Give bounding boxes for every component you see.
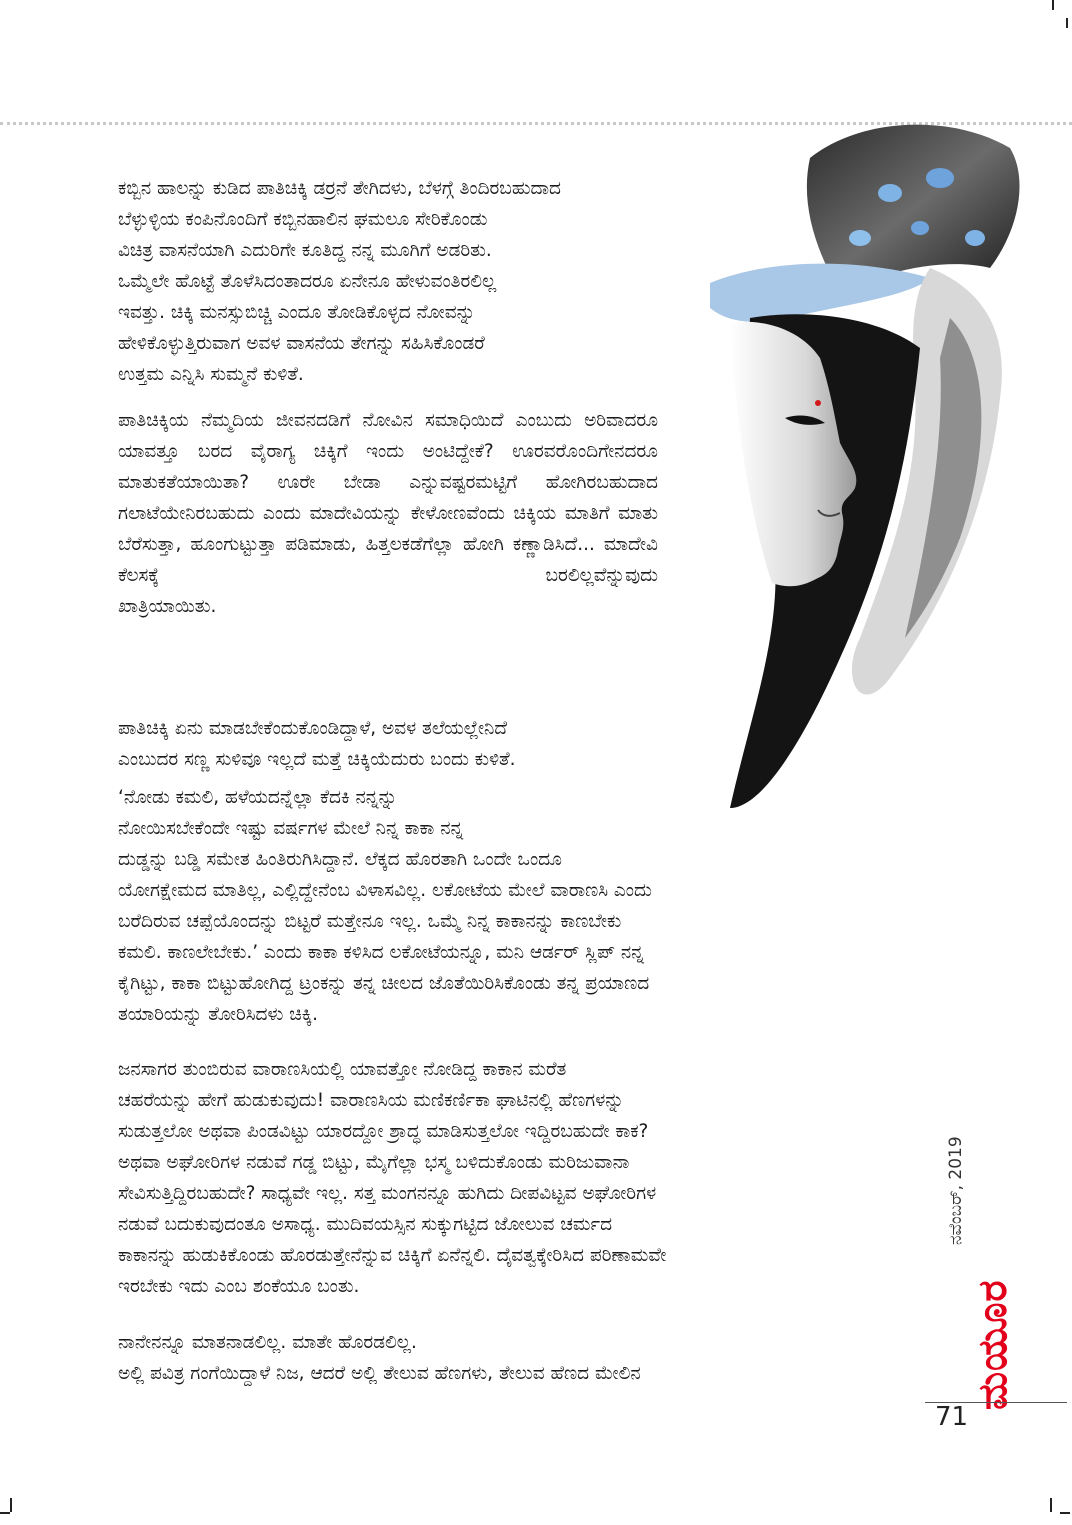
story-paragraph: ಅಲ್ಲಿ ಪವಿತ್ರ ಗಂಗೆಯಿದ್ದಾಳೆ ನಿಜ, ಆದರೆ ಅಲ್ಲಿ ತೇಲುವ ಹೆಣಗಳು, ತೇಲುವ ಹೆಣದ ಮೇಲಿನ [118,1363,641,1384]
story-paragraph: ಪಾತಿಚಿಕ್ಕಿ ಏನು ಮಾಡಬೇಕೆಂದುಕೊಂಡಿದ್ದಾಳೆ, ಅವಳ ತಲೆಯಲ್ಲೇನಿದೆ ಎಂಬುದರ ಸಣ್ಣ ಸುಳಿವೂ ಇಲ್ಲದೆ ಮತ್ತೆ ಚಿಕ್ಕಿಯೆದುರು ಬಂದು ಕುಳಿತೆ. [118,718,516,770]
issue-date: ನವೆಂಬರ್, 2019 [946,1136,966,1245]
crop-mark [1052,0,1054,10]
story-paragraph: ನಾನೇನನ್ನೂ ಮಾತನಾಡಲಿಲ್ಲ. ಮಾತೇ ಹೊರಡಲಿಲ್ಲ. [118,1332,417,1353]
story-paragraph: ‘ನೋಡು ಕಮಲಿ, ಹಳೆಯದನ್ನೆಲ್ಲಾ ಕೆದಕಿ ನನ್ನನ್ನು ನೋಯಿಸಬೇಕೆಂದೇ ಇಷ್ಟು ವರ್ಷಗಳ ಮೇಲೆ ನಿನ್ನ ಕಾಕಾ ನನ್ನ ದುಡ್ಡನ್ನು ಬಡ್ಡಿ ಸಮೇತ ಹಿಂತಿರುಗಿಸಿದ್ದಾನೆ. ಲೆಕ್ಕದ ಹೊರತಾಗಿ ಒಂದೇ ಒಂದೂ ಯೋಗಕ್ಷೇಮದ ಮಾತಿಲ್ಲ, ಎಲ್ಲಿದ್ದೇನೆಂಬ ವಿಳಾಸವಿಲ್ಲ. ಲಕೋಟೆಯ ಮೇಲೆ ವಾರಾಣಸಿ ಎಂದು ಬರೆದಿರುವ ಚಪ್ಪೆಯೊಂದನ್ನು ಬಿಟ್ಟರೆ ಮತ್ತೇನೂ ಇಲ್ಲ. ಒಮ್ಮೆ ನಿನ್ನ ಕಾಕಾನನ್ನು ಕಾಣಬೇಕು ಕಮಲಿ. ಕಾಣಲೇಬೇಕು.’ ಎಂದು ಕಾಕಾ ಕಳಿಸಿದ ಲಕೋಟೆಯನ್ನೂ, ಮನಿ ಆರ್ಡರ್ ಸ್ಲಿಪ್ ನನ್ನ ಕೈಗಿಟ್ಟು, ಕಾಕಾ ಬಿಟ್ಟುಹೋಗಿದ್ದ ಟ್ರಂಕನ್ನು ತನ್ನ ಚೀಲದ ಜೊತೆಯಿರಿಸಿಕೊಂಡು ತನ್ನ ಪ್ರಯಾಣದ ತಯಾರಿಯನ್ನು ತೋರಿಸಿದಳು ಚಿಕ್ಕಿ. [118,787,652,1025]
page-number: 71 [935,1402,969,1432]
story-paragraph: ಜನಸಾಗರ ತುಂಬಿರುವ ವಾರಾಣಸಿಯಲ್ಲಿ ಯಾವತ್ತೋ ನೋಡಿದ್ದ ಕಾಕಾನ ಮರೆತ ಚಹರೆಯನ್ನು ಹೇಗೆ ಹುಡುಕುವುದು! ವಾರಾಣಸಿಯ ಮಣಿಕರ್ಣಿಕಾ ಘಾಟಿನಲ್ಲಿ ಹೆಣಗಳನ್ನು ಸುಡುತ್ತಲೋ ಅಥವಾ ಪಿಂಡವಿಟ್ಟು ಯಾರದ್ದೋ ಶ್ರಾದ್ಧ ಮಾಡಿಸುತ್ತಲೋ ಇದ್ದಿರಬಹುದೇ ಕಾಕ? ಅಥವಾ ಅಘೋರಿಗಳ ನಡುವೆ ಗಡ್ಡ ಬಿಟ್ಟು, ಮೈಗೆಲ್ಲಾ ಭಸ್ಮ ಬಳಿದುಕೊಂಡು ಮರಿಜುವಾನಾ ಸೇವಿಸುತ್ತಿದ್ದಿರಬಹುದೇ? ಸಾಧ್ಯವೇ ಇಲ್ಲ. ಸತ್ತ ಮಂಗನನ್ನೂ ಹುಗಿದು ದೀಪವಿಟ್ಟವ ಅಘೋರಿಗಳ ನಡುವೆ ಬದುಕುವುದಂತೂ ಅಸಾಧ್ಯ. ಮುದಿವಯಸ್ಸಿನ ಸುಕ್ಕುಗಟ್ಟಿದ ಜೋಲುವ ಚರ್ಮದ ಕಾಕಾನನ್ನು ಹುಡುಕಿಕೊಂಡು ಹೊರಡುತ್ತೇನೆನ್ನುವ ಚಿಕ್ಕಿಗೆ ಏನೆನ್ನಲಿ. ದೈವತ್ವಕ್ಕೇರಿಸಿದ ಪರಿಣಾಮವೇ ಇರಬೇಕು ಇದು ಎಂಬ ಶಂಕೆಯೂ ಬಂತು. [118,1059,667,1297]
crop-mark [1060,1512,1070,1514]
story-paragraph [118,405,658,622]
story-paragraph: ಕಬ್ಬಿನ ಹಾಲನ್ನು ಕುಡಿದ ಪಾತಿಚಿಕ್ಕಿ ಡರ್ರನೆ ತೇಗಿದಳು, ಬೆಳಗ್ಗೆ ತಿಂದಿರಬಹುದಾದ ಬೆಳ್ಳುಳ್ಳಿಯ ಕಂಪಿನೊಂದಿಗೆ ಕಬ್ಬಿನಹಾಲಿನ ಘಮಲೂ ಸೇರಿಕೊಂಡು ವಿಚಿತ್ರ ವಾಸನೆಯಾಗಿ ಎದುರಿಗೇ ಕೂತಿದ್ದ ನನ್ನ ಮೂಗಿಗೆ ಅಡರಿತು. ಒಮ್ಮೆಲೇ ಹೊಟ್ಟೆ ತೊಳೆಸಿದಂತಾದರೂ ಏನೇನೂ ಹೇಳುವಂತಿರಲಿಲ್ಲ ಇವತ್ತು. ಚಿಕ್ಕಿ ಮನಸ್ಸುಬಿಚ್ಚಿ ಎಂದೂ ತೋಡಿಕೊಳ್ಳದ ನೋವನ್ನು ಹೇಳಿಕೊಳ್ಳುತ್ತಿರುವಾಗ ಅವಳ ವಾಸನೆಯ ತೇಗನ್ನು ಸಹಿಸಿಕೊಂಡರೆ ಉತ್ತಮ ಎನ್ನಿಸಿ ಸುಮ್ಮನೆ ಕುಳಿತೆ. [118,178,561,385]
crop-mark [1066,18,1068,28]
magazine-logo: ಮಯೂರ [970,1279,1016,1410]
story-paragraph-last-line: ಖಾತ್ರಿಯಾಯಿತು. [118,596,217,617]
crop-mark [0,1512,10,1514]
crop-mark [1050,1498,1052,1512]
crop-mark [10,1498,12,1512]
story-paragraph-text: ಪಾತಿಚಿಕ್ಕಿಯ ನೆಮ್ಮದಿಯ ಜೀವನದಡಿಗೆ ನೋವಿನ ಸಮಾಧಿಯಿದೆ ಎಂಬುದು ಅರಿವಾದರೂ ಯಾವತ್ತೂ ಬರದ ವೈರಾಗ್ಯ ಚಿಕ್ಕಿಗೆ ಇಂದು ಅಂಟಿದ್ದೇಕೆ? ಊರವರೊಂದಿಗೇನದರೂ ಮಾತುಕತೆಯಾಯಿತಾ? ಊರೇ ಬೇಡಾ ಎನ್ನುವಷ್ಟರಮಟ್ಟಿಗೆ ಹೋಗಿರಬಹುದಾದ ಗಲಾಟೆಯೇನಿರಬಹುದು ಎಂದು ಮಾದೇವಿಯನ್ನು ಕೇಳೋಣವೆಂದು ಚಿಕ್ಕಿಯ ಮಾತಿಗೆ ಮಾತು ಬೆರೆಸುತ್ತಾ, ಹೂಂಗುಟ್ಟುತ್ತಾ ಪಡಿಮಾಡು, ಹಿತ್ತಲಕಡೆಗೆಲ್ಲಾ ಹೋಗಿ ಕಣ್ಣಾಡಿಸಿದೆ... ಮಾದೇವಿ ಕೆಲಸಕ್ಕೆ ಬರಲಿಲ್ಲವೆನ್ನುವುದು [118,410,658,586]
